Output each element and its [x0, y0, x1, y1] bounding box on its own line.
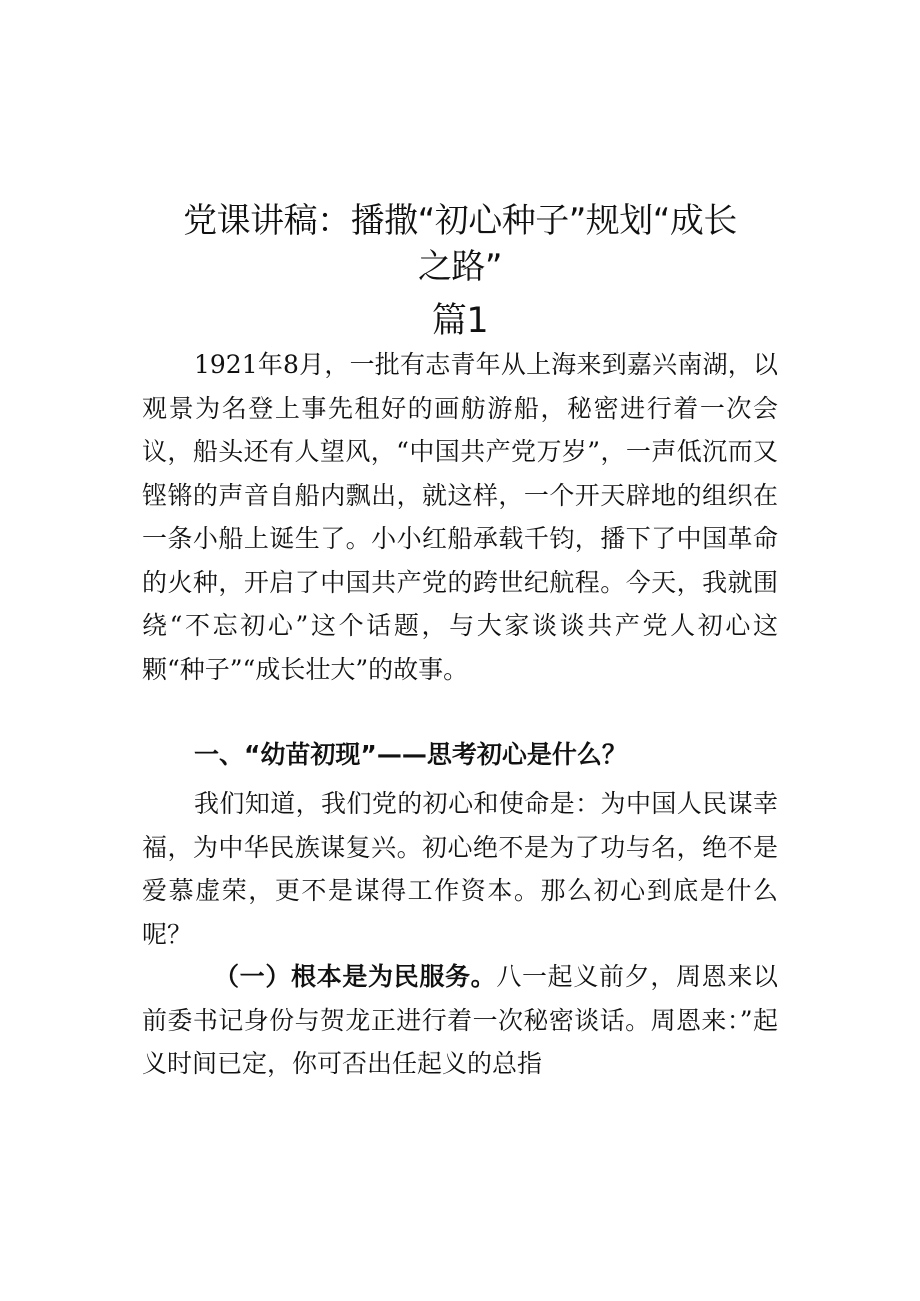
- paragraph-initial-mission: 我们知道，我们党的初心和使命是：为中国人民谋幸福，为中华民族谋复兴。初心绝不是为了功与名，绝不是爱慕虚荣，更不是谋得工作资本。那么初心到底是什么呢？: [142, 789, 778, 949]
- section-heading-1: 一、“幼苗初现”——思考初心是什么？: [194, 740, 627, 769]
- paragraph-intro: 1921年8月，一批有志青年从上海来到嘉兴南湖，以观景为名登上事先租好的画舫游船，秘密进行着一次会议，船头还有人望风，“中国共产党万岁”，一声低沉而又铿锵的声音自船内飘出，就这样，一个开天辟地的组织在一条小船上诞生了。小小红船承载千钧，播下了中国革命的火种，开启了中国共产党的跨世纪航程。今天，我就围绕“不忘初心”这个话题，与大家谈谈共产党人初心这颗“种子”“成长壮大”的故事。: [142, 350, 778, 684]
- paragraph-serve-people-text: 八一起义前夕，周恩来以前委书记身份与贺龙正进行着一次秘密谈话。周恩来：”起义时间已定，你可否出任起义的总指: [142, 962, 778, 1078]
- document-title-line-1: 党课讲稿：播撒“初心种子”规划“成长: [183, 201, 737, 241]
- section-label: 篇1: [431, 301, 489, 341]
- document-title-line-2: 之路”: [417, 247, 503, 287]
- subheading-serve-people: （一）根本是为民服务。: [214, 962, 497, 991]
- paragraph-serve-people: [142, 955, 778, 1086]
